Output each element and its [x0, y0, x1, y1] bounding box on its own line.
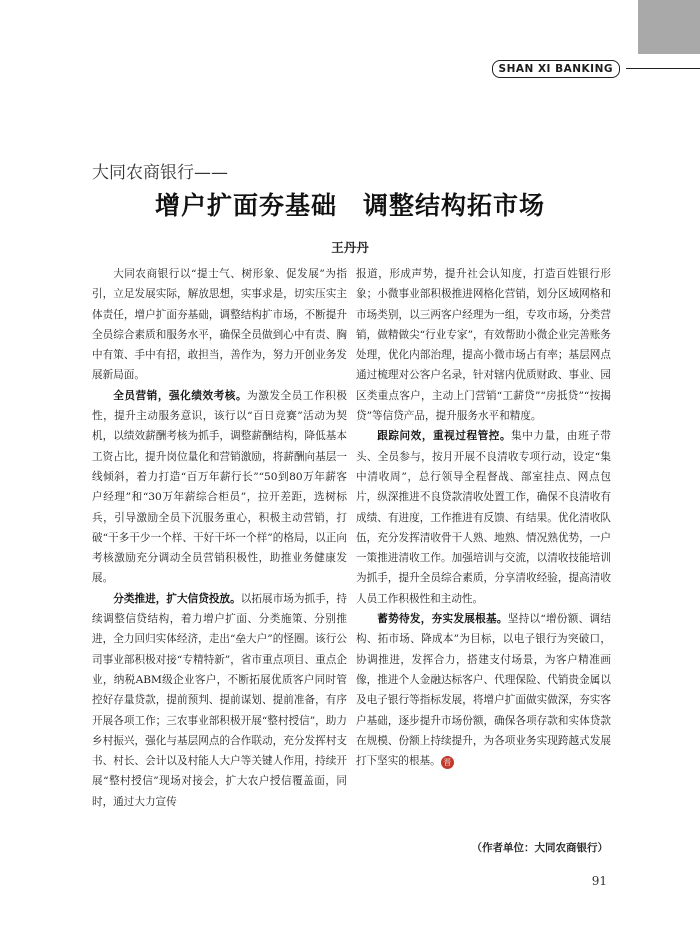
page-number: 91 — [591, 874, 607, 888]
paragraph — [356, 609, 611, 771]
author-unit: （作者单位：大同农商银行） — [471, 842, 608, 854]
end-mark-icon: 晋 — [441, 756, 454, 769]
paragraph — [92, 386, 347, 589]
paragraph-body: 为激发全员工作积极性，提升主动服务意识，该行以“百日竞赛”活动为契机，以绩效薪酬考核为抓手，调整薪酬结构，降低基本工资占比，提升岗位量化和营销激励，将薪酬向基层一线倾斜，着力打造“百万年薪行长”“50到80万年薪客户经理”和“30万年薪综合柜员”，拉开差距，选树标兵，引导激励全员下沉服务重心，积极主动营销，打破“干多干少一个样、干好干坏一个样”的格局，以正向考核激励充分调动全员营销积极性，助推业务健康发展。 — [92, 389, 348, 585]
paragraph-body: 以拓展市场为抓手，持续调整信贷结构，着力增户扩面、分类施策、分别推进，全力回归实体经济，走出“垒大户”的怪圈。该行公司事业部积极对接“专精特新”，省市重点项目、重点企业，纳税ABM级企业客户，不断拓展优质客户同时管控好存量贷款，提前预判、提前谋划、提前准备，有序开展各项工作；三农事业部积极开展“整村授信”，助力乡村振兴，强化与基层网点的合作联动，充分发挥村支书、村长、会计以及村能人大户等关键人作用，持续开展“整村授信”现场对接会，扩大农户授信覆盖面，同时，通过大力宣传 — [92, 592, 348, 808]
left-column — [92, 264, 347, 812]
corner-block — [638, 0, 700, 54]
paragraph: 大同农商银行以“提士气、树形象、促发展”为指引，立足发展实际，解放思想，实事求是，切实压实主体责任，增户扩面夯基础，调整结构扩市场，不断提升全员综合素质和服务水平，确保全员做到心中有责、胸中有策、手中有招，敢担当，善作为，努力开创业务发展新局面。 — [92, 268, 347, 382]
paragraph: 报道，形成声势，提升社会认知度，打造百姓银行形象；小微事业部积极推进网格化营销，划分区域网格和市场类别，以三两客户经理为一组，专攻市场，分类营销，做精做尖“行业专家”，有效帮助小微企业完善账务处理，优化内部治理，提高小微市场占有率；基层网点通过梳理对公客户名录，针对辖内优质财政、事业、园区类重点客户，主动上门营销“工薪贷”“房抵贷”“按揭贷”等信贷产品，提升服务水平和精度。 — [356, 268, 611, 423]
paragraph — [92, 589, 347, 812]
header-rule — [626, 68, 700, 69]
paragraph-lead: 蓄势待发，夯实发展根基。 — [377, 613, 508, 626]
paragraph-lead: 跟踪问效，重视过程管控。 — [377, 430, 512, 443]
article-author: 王丹丹 — [331, 240, 369, 255]
paragraph-lead: 全员营销，强化绩效考核。 — [113, 389, 248, 402]
header-brand: SHAN XI BANKING — [492, 60, 620, 78]
paragraph-body: 坚持以“增份额、调结构、拓市场、降成本”为目标，以电子银行为突破口，协调推进，发挥合力，搭建支付场景，为客户精准画像，推进个人金融达标客户、代理保险、代销贵金属以及电子银行等指标发展，将增户扩面做实做深，夯实客户基础，逐步提升市场份额，确保各项存款和实体贷款在规模、份额上持续提升，为各项业务实现跨越式发展打下坚实的根基。 — [356, 613, 611, 768]
paragraph — [356, 426, 611, 609]
paragraph-body: 集中力量，由班子带头、全员参与，按月开展不良清收专项行动，设定“集中清收周”，总行领导全程督战、部室挂点、网点包片，纵深推进不良贷款清收处置工作，确保不良清收有成绩、有进度，工作推进有反馈、有结果。优化清收队伍，充分发挥清收骨干人熟、地熟、情况熟优势，一户一策推进清收工作。加强培训与交流，以清收技能培训为抓手，提升全员综合素质，分享清收经验，提高清收人员工作积极性和主动性。 — [356, 430, 612, 605]
right-column — [356, 264, 611, 771]
article-headline: 增户扩面夯基础 调整结构拓市场 — [154, 191, 545, 220]
paragraph-lead: 分类推进，扩大信贷投放。 — [113, 592, 241, 605]
article-kicker: 大同农商银行—— — [92, 163, 228, 183]
